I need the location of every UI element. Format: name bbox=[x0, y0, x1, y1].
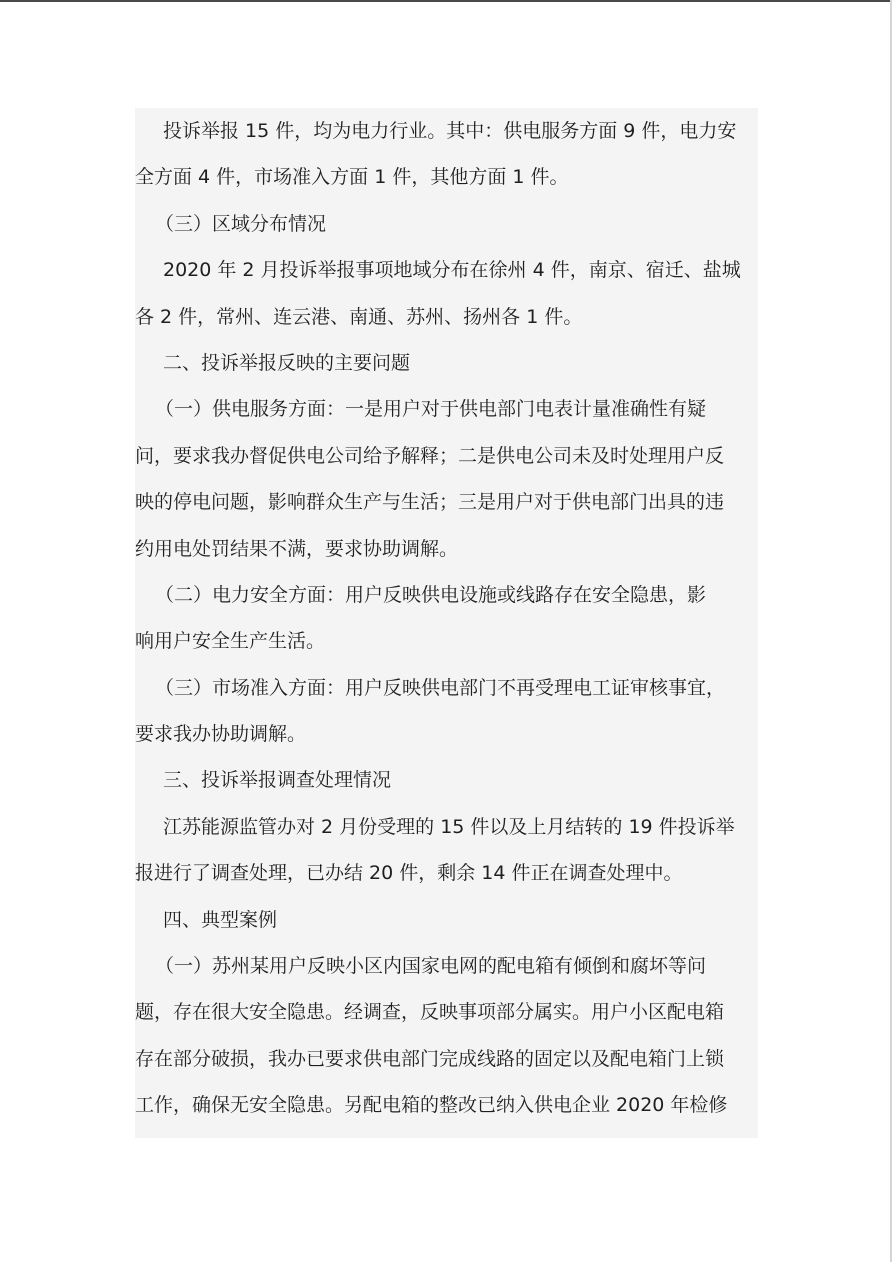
text-line: 响用户安全生产生活。 bbox=[135, 630, 326, 653]
text-line: 全方面 4 件，市场准入方面 1 件，其他方面 1 件。 bbox=[135, 166, 569, 189]
text-line: 约用电处罚结果不满，要求协助调解。 bbox=[135, 537, 459, 560]
text-line: （一）苏州某用户反映小区内国家电网的配电箱有倾倒和腐坏等问 bbox=[155, 955, 707, 978]
document-text bbox=[135, 108, 758, 1129]
text-line: （三）区域分布情况 bbox=[155, 212, 327, 235]
text-line: 三、投诉举报调查处理情况 bbox=[163, 769, 392, 792]
page-top-border bbox=[0, 0, 892, 2]
text-line: （三）市场准入方面：用户反映供电部门不再受理电工证审核事宜， bbox=[155, 676, 726, 699]
text-line: 存在部分破损，我办已要求供电部门完成线路的固定以及配电箱门上锁 bbox=[135, 1047, 725, 1070]
text-line: （一）供电服务方面：一是用户对于供电部门电表计量准确性有疑 bbox=[155, 398, 707, 421]
text-line: 映的停电问题，影响群众生产与生活；三是用户对于供电部门出具的违 bbox=[135, 491, 725, 514]
text-line: 四、典型案例 bbox=[163, 908, 278, 931]
text-line: （二）电力安全方面：用户反映供电设施或线路存在安全隐患，影 bbox=[155, 583, 707, 606]
text-line: 二、投诉举报反映的主要问题 bbox=[163, 351, 411, 374]
text-line: 报进行了调查处理，已办结 20 件，剩余 14 件正在调查处理中。 bbox=[135, 862, 683, 885]
text-line: 各 2 件，常州、连云港、南通、苏州、扬州各 1 件。 bbox=[135, 305, 583, 328]
text-line: 工作，确保无安全隐患。另配电箱的整改已纳入供电企业 2020 年检修 bbox=[135, 1094, 728, 1117]
text-line: 江苏能源监管办对 2 月份受理的 15 件以及上月结转的 19 件投诉举 bbox=[163, 815, 735, 838]
text-line: 投诉举报 15 件，均为电力行业。其中：供电服务方面 9 件，电力安 bbox=[163, 120, 737, 142]
document-body bbox=[135, 108, 758, 1138]
text-line: 要求我办协助调解。 bbox=[135, 723, 307, 746]
text-line: 问，要求我办督促供电公司给予解释；二是供电公司未及时处理用户反 bbox=[135, 444, 725, 467]
text-line: 题，存在很大安全隐患。经调查，反映事项部分属实。用户小区配电箱 bbox=[135, 1001, 725, 1024]
text-line: 2020 年 2 月投诉举报事项地域分布在徐州 4 件，南京、宿迁、盐城 bbox=[163, 259, 741, 282]
